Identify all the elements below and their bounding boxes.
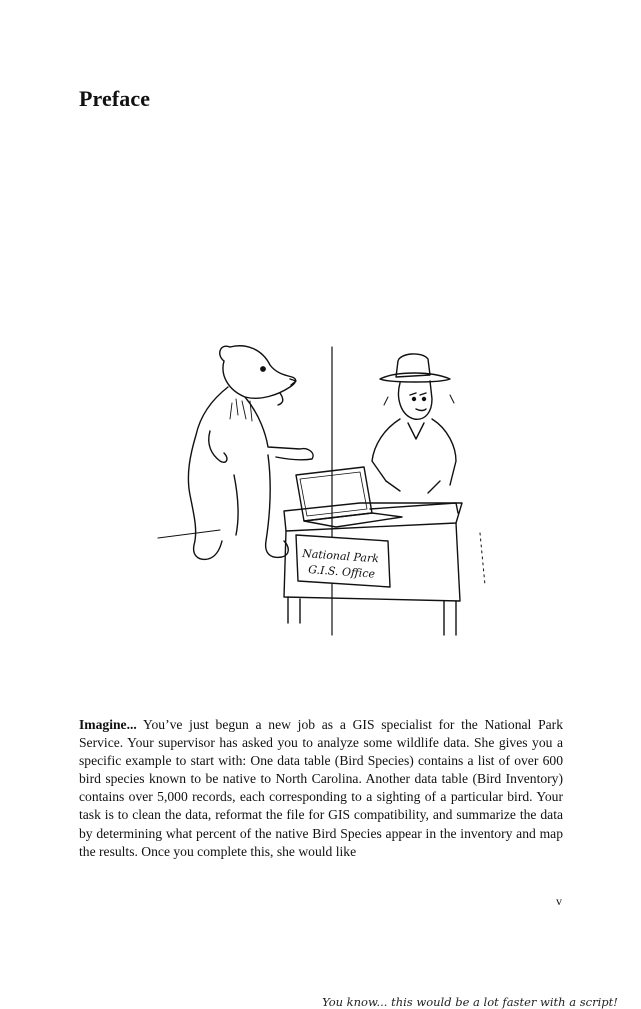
sign-line-2: G.I.S. Office — [307, 563, 376, 581]
lead-word: Imagine... — [79, 717, 137, 732]
figure-caption: You know... this would be a lot faster with a script! — [322, 995, 618, 1009]
laptop-drawing — [296, 467, 402, 527]
desk-sign — [296, 535, 390, 587]
page-number: v — [556, 894, 562, 908]
bear-drawing — [188, 346, 313, 560]
ranger-drawing — [372, 354, 456, 493]
body-paragraph — [79, 716, 563, 861]
floor-line — [158, 530, 220, 538]
page-heading: Preface — [79, 86, 151, 111]
sign-line-1: National Park — [301, 547, 380, 566]
paragraph-text: You’ve just begun a new job as a GIS specialist for the National Park Service. Your supervisor has asked you to analyze some wildlife data. She gives you a specific example to start with: One data table (Bird Species) contains a list of over 600 bird species known to be native to North Carolina. Another data table (Bird Inventory) contains over 5,000 records, each corresponding to a sighting of a particular bird. Your task is to clean the data, reformat the file for GIS compatibility, and summarize the data by determining what percent of the native Bird Species appear in the inventory and map the results. Once you complete this, she would like — [79, 717, 563, 859]
